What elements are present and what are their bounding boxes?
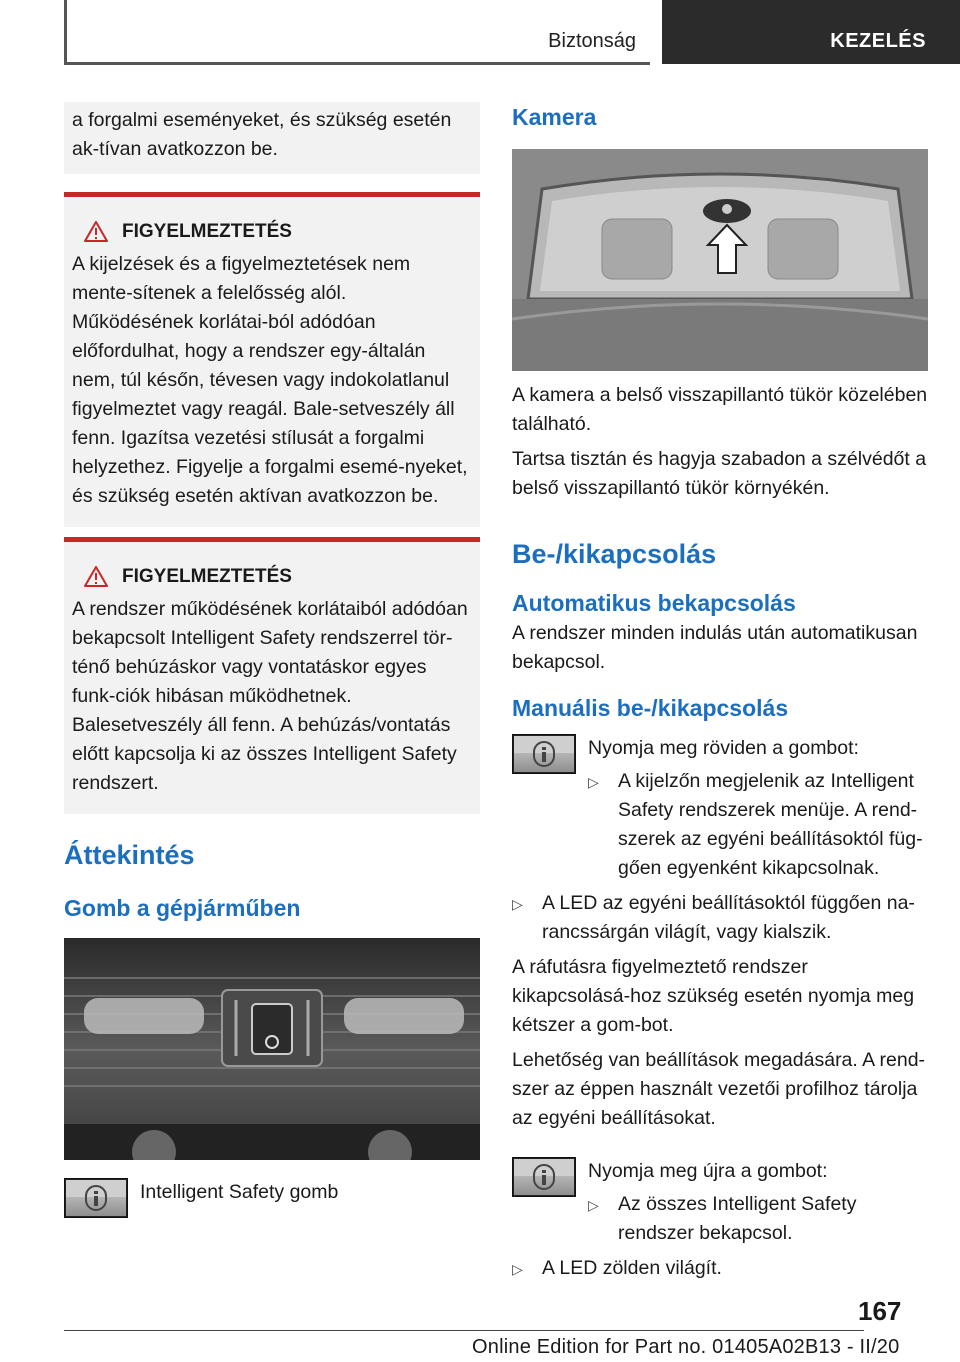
header-section-title: Biztonság (548, 30, 636, 52)
intro-text: a forgalmi eseményeket, és szükség esetén ak-tívan avatkozzon be. (72, 109, 452, 160)
header-left-rule (64, 0, 67, 64)
manual-bullet-3-text: Az összes Intelligent Safety rendszer bekapcsol. (618, 1193, 857, 1244)
intelligent-safety-icon (533, 1164, 555, 1190)
warning-2-title (72, 562, 472, 591)
manual-step-2 (512, 1157, 928, 1248)
auto-on-text: A rendszer minden indulás után automatikusan bekapcsol. (512, 622, 918, 673)
warning-box-2 (64, 537, 480, 814)
manual-text-1: A ráfutásra figyelmeztető rendszer kikapcsolásá-hoz szükség esetén nyomja meg kétszer a gom-bot. (512, 956, 915, 1036)
button-legend-row (64, 1178, 480, 1218)
camera-heading: Kamera (512, 104, 597, 130)
header-chapter-tab (662, 0, 960, 64)
intelligent-safety-icon (533, 741, 555, 767)
bullet-triangle-icon: ▷ (588, 1197, 599, 1213)
button-legend-caption: Intelligent Safety gomb (140, 1181, 339, 1203)
windshield-illustration (512, 149, 928, 371)
manual-bullet-1-text: A kijelzőn megjelenik az Intelligent Safety rendszerek menüje. A rend-szerek az egyéni beállításoktól füg-gően egyenként kikapcsolnak. (618, 770, 923, 879)
footer-edition: Online Edition for Part no. 01405A02B13 - II/20 (472, 1336, 900, 1358)
manual-press-2-text: Nyomja meg újra a gombot: (588, 1160, 828, 1182)
camera-location-photo (512, 149, 928, 371)
intelligent-safety-icon (85, 1185, 107, 1211)
warning-1-title (72, 217, 472, 246)
warning-box-1 (64, 192, 480, 527)
warning-1-body: A kijelzések és a figyelmeztetések nem mente-sítenek a felelősség alól. Működésének korlátai-ból adódóan előfordulhat, hogy a rendszer egy-általán nem, túl későn, tévesen vagy indokolatlanul figyelmeztet vagy reagál. Bale-setveszély áll fenn. Igazítsa vezetési stílusát a forgalmi helyzethez. Figyelje a forgalmi esemé-nyeket, és szükség esetén aktívan avatkozzon be. (72, 253, 468, 507)
manual-step-2-content (588, 1157, 928, 1248)
warning-2-title-text: FIGYELMEZTETÉS (122, 566, 292, 587)
intelligent-safety-button[interactable] (512, 734, 576, 774)
button-in-vehicle-heading: Gomb a gépjárműben (64, 895, 301, 921)
manual-step-1-content (588, 734, 928, 883)
manual-press-1-text: Nyomja meg röviden a gombot: (588, 737, 859, 759)
bullet-triangle-icon: ▷ (512, 896, 523, 912)
right-column (512, 102, 928, 1284)
warning-1-title-text: FIGYELMEZTETÉS (122, 221, 292, 242)
intelligent-safety-button[interactable] (64, 1178, 128, 1218)
bullet-triangle-icon: ▷ (512, 1261, 523, 1277)
footer-rule (64, 1330, 864, 1331)
list-item (588, 767, 928, 883)
bullet-triangle-icon: ▷ (588, 774, 599, 790)
overview-heading: Áttekintés (64, 840, 195, 870)
manual-on-off-heading: Manuális be-/kikapcsolás (512, 695, 789, 721)
warning-triangle-icon (84, 221, 108, 242)
list-item (512, 889, 928, 947)
dashboard-button-photo (64, 938, 480, 1160)
intro-box (64, 102, 480, 174)
dashboard-vents-illustration (64, 938, 480, 1160)
manual-bullet-4-text: A LED zölden világít. (542, 1257, 722, 1279)
manual-bullet-2-text: A LED az egyéni beállításoktól függően na-rancssárgán világít, vagy kialszik. (542, 892, 915, 943)
camera-text-1: A kamera a belső visszapillantó tükör közelében található. (512, 384, 928, 435)
intelligent-safety-button[interactable] (512, 1157, 576, 1197)
on-off-heading: Be-/kikapcsolás (512, 539, 717, 569)
list-item (512, 1254, 928, 1284)
manual-step-1 (512, 734, 928, 883)
camera-text-2: Tartsa tisztán és hagyja szabadon a szélvédőt a belső visszapillantó tükör környékén. (512, 448, 927, 499)
header-chapter-label: KEZELÉS (830, 30, 926, 52)
manual-text-2: Lehetőség van beállítások megadására. A rend-szer az éppen használt vezetői profilhoz tárolja az egyéni beállításokat. (512, 1049, 926, 1129)
left-column (64, 102, 480, 1218)
page-number: 167 (858, 1296, 902, 1326)
header-bottom-rule (64, 62, 650, 65)
warning-triangle-icon (84, 566, 108, 587)
auto-on-heading: Automatikus bekapcsolás (512, 590, 796, 616)
warning-2-body: A rendszer működésének korlátaiból adódóan bekapcsolt Intelligent Safety rendszerrel tör-ténő behúzáskor vagy vontatáskor egyes funk-ciók hibásan működhetnek. Balesetveszély áll fenn. A behúzás/vontatás előtt kapcsolja ki az összes Intelligent Safety rendszert. (72, 598, 468, 794)
list-item (588, 1190, 928, 1248)
